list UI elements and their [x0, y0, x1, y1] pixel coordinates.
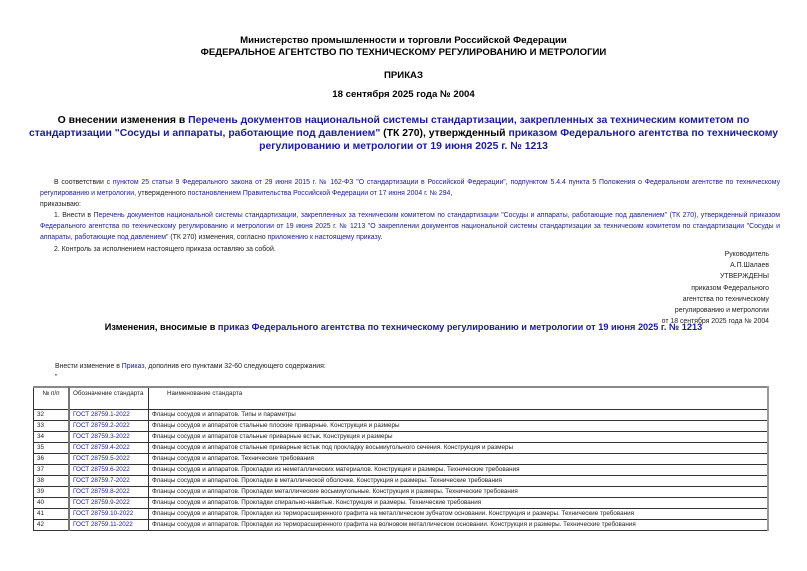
- standard-code-link[interactable]: ГОСТ 28759.3-2022: [73, 433, 130, 440]
- text: В соответствии с: [54, 179, 113, 186]
- row-code-cell: [69, 465, 149, 476]
- row-number: 38: [34, 476, 70, 487]
- row-number: 32: [34, 410, 70, 421]
- row-code-cell: [69, 498, 149, 509]
- row-code-cell: [69, 509, 149, 520]
- row-name: Фланцы сосудов и аппаратов. Типы и параметры: [149, 410, 769, 421]
- title-text-1: О внесении изменения в: [57, 115, 189, 126]
- body-paragraph-item-2: 2. Контроль за исполнением настоящего приказа оставляю за собой.: [54, 245, 276, 253]
- table-row: [34, 421, 769, 432]
- table-row: [34, 487, 769, 498]
- title-link-list[interactable]: Перечень документов национальной системы стандартизации, закрепленных за техническим комитетом по стандартизации "Сосуды и аппараты, работающие под давлением": [28, 115, 750, 139]
- row-number: 41: [34, 509, 70, 520]
- link-government-decree[interactable]: постановлением Правительства Российской Федерации от 17 июня 2004 г. № 294: [187, 190, 451, 198]
- quote-mark: ": [55, 374, 58, 381]
- changes-title-link[interactable]: приказ Федерального агентства по техническому регулированию и метрологии от 19 июня 2025 г. № 1213: [217, 322, 703, 332]
- changes-intro: [55, 362, 326, 372]
- link-order[interactable]: Приказ: [121, 363, 145, 370]
- table-row: [34, 432, 769, 443]
- table-row: [34, 410, 769, 421]
- row-number: 33: [34, 421, 70, 432]
- header-number: № п/п: [34, 387, 70, 410]
- table-row: [34, 443, 769, 454]
- document-body: [40, 177, 780, 255]
- text: Внести изменение в: [55, 363, 122, 370]
- signature-name: А.П.Шалаев: [730, 262, 769, 270]
- row-code-cell: [69, 443, 149, 454]
- row-name: Фланцы сосудов и аппаратов. Прокладки спирально-навитые. Конструкция и размеры. Технические требования: [149, 498, 769, 509]
- agency-name: ФЕДЕРАЛЬНОЕ АГЕНТСТВО ПО ТЕХНИЧЕСКОМУ РЕГУЛИРОВАНИЮ И МЕТРОЛОГИИ: [200, 47, 607, 58]
- table-header-row: [34, 387, 769, 410]
- standard-code-link[interactable]: ГОСТ 28759.5-2022: [73, 455, 130, 462]
- row-code-cell: [69, 410, 149, 421]
- row-name: Фланцы сосудов и аппаратов. Прокладки из неметаллических материалов. Конструкция и размеры. Технические требования: [149, 465, 769, 476]
- table-row: [34, 454, 769, 465]
- body-paragraph-order: приказываю:: [40, 201, 81, 209]
- row-number: 37: [34, 465, 70, 476]
- row-number: 34: [34, 432, 70, 443]
- header-code: Обозначение стандарта: [69, 387, 149, 410]
- row-code-cell: [69, 421, 149, 432]
- standard-code-link[interactable]: ГОСТ 28759.11-2022: [73, 521, 133, 528]
- standard-code-link[interactable]: ГОСТ 28759.9-2022: [73, 499, 130, 506]
- row-name: Фланцы сосудов и аппаратов. Прокладки металлические восьмиугольные. Конструкция и размеры. Технические требования: [149, 487, 769, 498]
- title-text-2: (ТК 270), утвержденный: [380, 128, 509, 139]
- row-number: 35: [34, 443, 70, 454]
- standard-code-link[interactable]: ГОСТ 28759.1-2022: [73, 411, 130, 418]
- table-row: [34, 520, 769, 531]
- text: Изменения, вносимые в: [104, 322, 218, 332]
- standard-code-link[interactable]: ГОСТ 28759.4-2022: [73, 444, 130, 451]
- row-number: 36: [34, 454, 70, 465]
- row-name: Фланцы сосудов и аппаратов. Технические требования: [149, 454, 769, 465]
- row-code-cell: [69, 487, 149, 498]
- row-name: Фланцы сосудов и аппаратов. Прокладки в металлической оболочке. Конструкция и размеры. Технические требования: [149, 476, 769, 487]
- title-link-order[interactable]: приказом Федерального агентства по техническому регулированию и метрологии от 19 июня 2025 г. № 1213: [259, 128, 779, 152]
- row-name: Фланцы сосудов и аппаратов стальные плоские приварные. Конструкция и размеры: [149, 421, 769, 432]
- standard-code-link[interactable]: ГОСТ 28759.10-2022: [73, 510, 134, 517]
- link-federal-law[interactable]: пунктом 25 статьи 9 Федерального закона от 29 июня 2015 г. № 162-ФЗ "О стандартизации в Российской Федерации": [112, 179, 506, 186]
- row-name: Фланцы сосудов и аппаратов стальные приварные встык под прокладку восьмиугольного сечения. Конструкция и размеры: [149, 443, 769, 454]
- row-number: 40: [34, 498, 70, 509]
- header-name: Наименование стандарта: [149, 387, 769, 410]
- row-code-cell: [69, 476, 149, 487]
- standard-code-link[interactable]: ГОСТ 28759.2-2022: [73, 422, 130, 429]
- standard-code-link[interactable]: ГОСТ 28759.8-2022: [73, 488, 130, 495]
- text: (ТК 270) изменения, согласно: [168, 234, 268, 242]
- standard-code-link[interactable]: ГОСТ 28759.7-2022: [73, 477, 130, 484]
- text: , утвержденного: [134, 190, 188, 198]
- approval-line: приказом Федерального: [691, 284, 769, 292]
- row-code-cell: [69, 520, 149, 531]
- approval-line: регулированию и метрологии: [674, 307, 769, 315]
- standard-code-link[interactable]: ГОСТ 28759.6-2022: [73, 466, 130, 473]
- row-code-cell: [69, 432, 149, 443]
- body-paragraph-basis: [40, 177, 780, 199]
- approval-date: от 18 сентября 2025 года № 2004: [661, 318, 769, 326]
- standards-table: [33, 386, 769, 531]
- text: ,: [450, 190, 453, 198]
- signature-block: [519, 249, 769, 327]
- row-name: Фланцы сосудов и аппаратов. Прокладки из терморасширенного графита на волновом металлическом основании. Конструкция и размеры. Технические требования: [149, 520, 769, 531]
- table-row: [34, 476, 769, 487]
- text: ,: [505, 179, 511, 186]
- row-code-cell: [69, 454, 149, 465]
- body-paragraph-item-1: [40, 210, 780, 243]
- text: .: [380, 234, 383, 242]
- row-number: 39: [34, 487, 70, 498]
- document-title: [26, 114, 781, 153]
- ministry-name: Министерство промышленности и торговли Российской Федерации: [240, 35, 567, 46]
- document-type: ПРИКАЗ: [384, 70, 423, 81]
- approval-line: агентства по техническому: [682, 295, 769, 303]
- text: 1. Внести в: [54, 212, 94, 220]
- table-row: [34, 509, 769, 520]
- row-name: Фланцы сосудов и аппаратов стальные приварные встык. Конструкция и размеры: [149, 432, 769, 443]
- link-list[interactable]: Перечень документов национальной системы стандартизации, закрепленных за техническим комитетом по стандартизации "Сосуды и аппараты, работающие под давлением" (ТК 270), утвержденный приказом Федерального агентства по техническому регулированию и метрологии от 19 июня 2025 г. № 1213 "О закреплении документов национальной системы стандартизации за техническим комитетом по стандартизации "Сосуды и аппараты, работающие под давлением": [40, 212, 780, 242]
- row-name: Фланцы сосудов и аппаратов. Прокладки из терморасширенного графита на металлическом зубчатом основании. Конструкция и размеры. Технические требования: [149, 509, 769, 520]
- link-appendix[interactable]: приложению к настоящему приказу: [267, 234, 381, 242]
- changes-title: [0, 322, 807, 332]
- document-date-number: 18 сентября 2025 года № 2004: [332, 89, 475, 100]
- table-row: [34, 498, 769, 509]
- row-number: 42: [34, 520, 70, 531]
- approval-label: УТВЕРЖДЕНЫ: [720, 273, 769, 281]
- signature-position: Руководитель: [724, 251, 769, 258]
- table-row: [34, 465, 769, 476]
- link-regulation[interactable]: подпунктом 5.4.4 пункта 5 Положения о Федеральном агентстве по техническому регулированию и метрологии: [40, 179, 781, 198]
- text: , дополнив его пунктами 32-60 следующего содержания:: [144, 363, 326, 370]
